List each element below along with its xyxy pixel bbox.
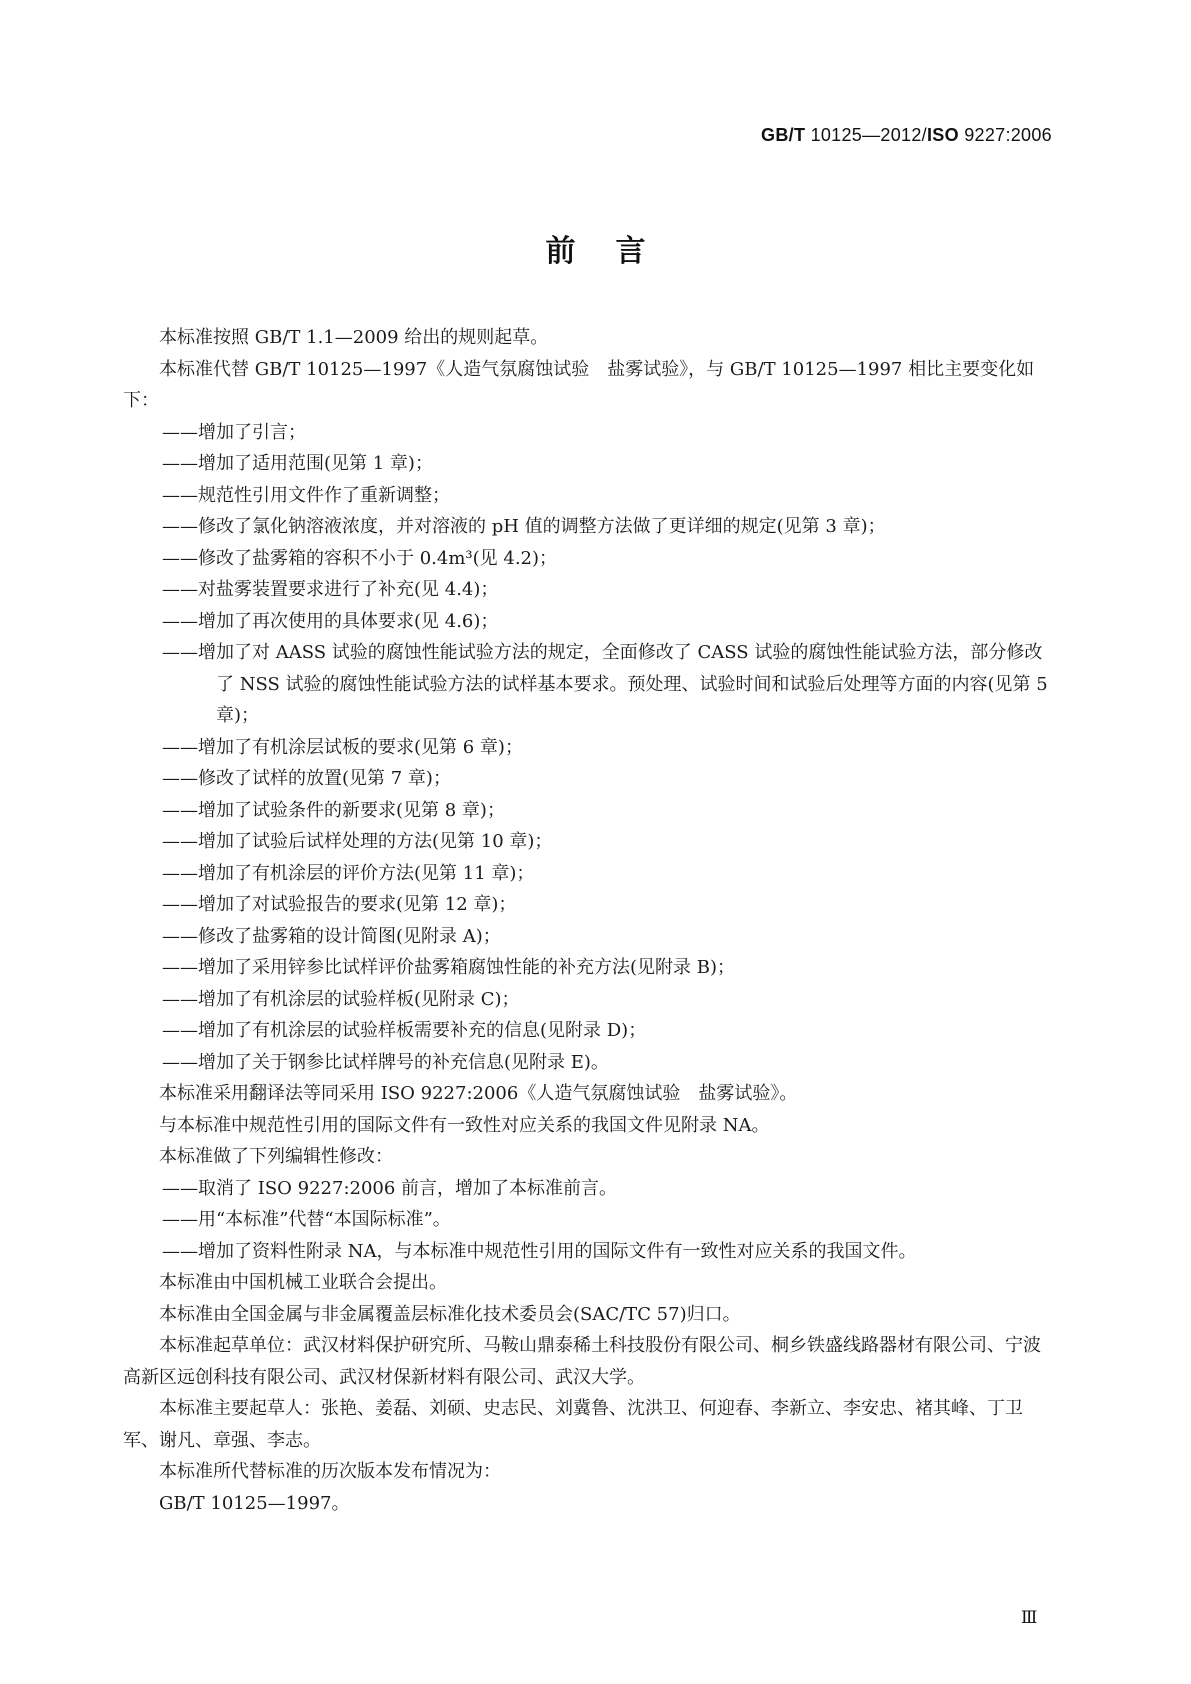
code-suffix: 9227:2006 <box>964 125 1052 145</box>
standard-code-header <box>761 125 1052 146</box>
list-item: ——对盐雾装置要求进行了补充(见 4.4)； <box>162 579 499 600</box>
list-item: ——增加了对 AASS 试验的腐蚀性能试验方法的规定，全面修改了 CASS 试验的腐蚀性能试验方法，部分修改了 NSS 试验的腐蚀性能试验方法的试样基本要求。预处理、试验时间和试验后处理等方面的内容(见第 5 章)； <box>162 642 1048 726</box>
paragraph: 本标准主要起草人：张艳、姜磊、刘硕、史志民、刘冀鲁、沈洪卫、何迎春、李新立、李安忠、褚其峰、丁卫军、谢凡、章强、李志。 <box>123 1398 1023 1451</box>
paragraph: GB/T 10125—1997。 <box>159 1492 350 1514</box>
paragraph: 本标准按照 GB/T 1.1—2009 给出的规则起草。 <box>159 327 549 348</box>
list-item: ——增加了对试验报告的要求(见第 12 章)； <box>162 894 517 915</box>
list-item: ——修改了氯化钠溶液浓度，并对溶液的 pH 值的调整方法做了更详细的规定(见第 3 章)； <box>162 516 886 537</box>
list-item: ——增加了再次使用的具体要求(见 4.6)； <box>162 610 499 632</box>
list-item: ——增加了关于钢参比试样牌号的补充信息(见附录 E)。 <box>162 1051 609 1073</box>
list-item: ——增加了有机涂层的试验样板需要补充的信息(见附录 D)； <box>162 1020 647 1041</box>
list-item: ——增加了有机涂层的评价方法(见第 11 章)； <box>162 862 535 884</box>
list-item: ——规范性引用文件作了重新调整； <box>162 484 450 506</box>
paragraph: 本标准代替 GB/T 10125—1997《人造气氛腐蚀试验 盐雾试验》，与 GB/T 10125—1997 相比主要变化如下： <box>123 358 1035 411</box>
list-item: ——修改了盐雾箱的容积不小于 0.4m³(见 4.2)； <box>162 547 558 569</box>
list-item: ——增加了采用锌参比试样评价盐雾箱腐蚀性能的补充方法(见附录 B)； <box>162 957 735 978</box>
list-item: ——增加了试验条件的新要求(见第 8 章)； <box>162 799 505 821</box>
list-item: ——用“本标准”代替“本国际标准”。 <box>162 1209 451 1230</box>
list-item: ——增加了引言； <box>162 421 306 443</box>
paragraph: 本标准由中国机械工业联合会提出。 <box>159 1272 447 1293</box>
code-iso: ISO <box>926 125 959 145</box>
list-item: ——增加了试验后试样处理的方法(见第 10 章)； <box>162 831 553 852</box>
page-number: Ⅲ <box>1021 1608 1038 1628</box>
paragraph: 本标准采用翻译法等同采用 ISO 9227:2006《人造气氛腐蚀试验 盐雾试验》。 <box>159 1083 798 1104</box>
list-item: ——增加了有机涂层的试验样板(见附录 C)； <box>162 988 520 1010</box>
code-prefix: GB/T <box>761 125 806 145</box>
list-item: ——取消了 ISO 9227:2006 前言，增加了本标准前言。 <box>162 1177 618 1199</box>
list-item: ——增加了适用范围(见第 1 章)； <box>162 453 433 474</box>
list-item: ——修改了试样的放置(见第 7 章)； <box>162 768 451 789</box>
paragraph: 与本标准中规范性引用的国际文件有一致性对应关系的我国文件见附录 NA。 <box>159 1114 770 1136</box>
paragraph: 本标准所代替标准的历次版本发布情况为： <box>159 1461 501 1482</box>
list-item: ——修改了盐雾箱的设计简图(见附录 A)； <box>162 925 501 947</box>
page-title: 前言 <box>545 234 686 269</box>
paragraph: 本标准由全国金属与非金属覆盖层标准化技术委员会(SAC/TC 57)归口。 <box>159 1303 741 1325</box>
document-body <box>123 322 1058 1519</box>
paragraph: 本标准起草单位：武汉材料保护研究所、马鞍山鼎泰稀土科技股份有限公司、桐乡铁盛线路器材有限公司、宁波高新区远创科技有限公司、武汉材保新材料有限公司、武汉大学。 <box>123 1335 1041 1388</box>
list-item: ——增加了有机涂层试板的要求(见第 6 章)； <box>162 736 523 758</box>
code-main: 10125—2012/ <box>810 125 927 145</box>
list-item: ——增加了资料性附录 NA，与本标准中规范性引用的国际文件有一致性对应关系的我国文件。 <box>162 1240 917 1262</box>
paragraph: 本标准做了下列编辑性修改： <box>159 1146 393 1167</box>
